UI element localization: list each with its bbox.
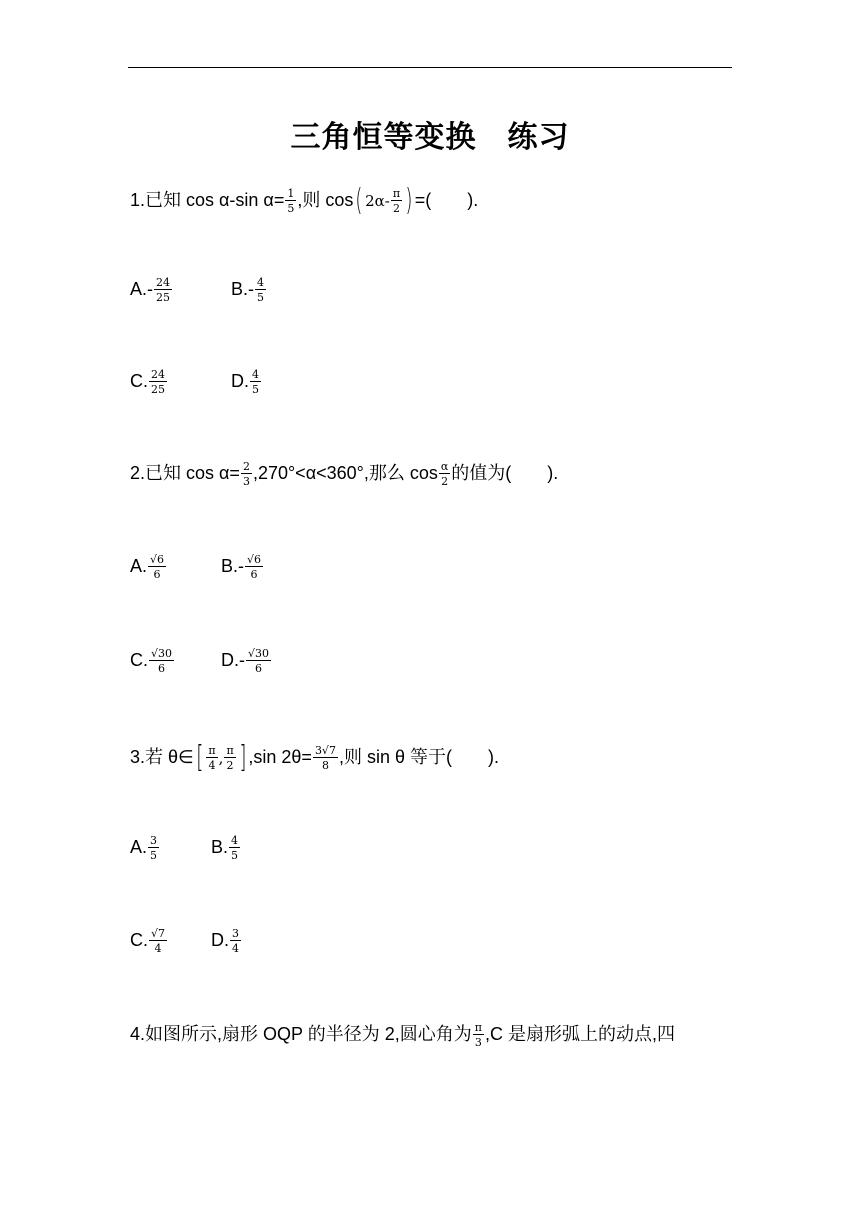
q1-option-b [231,277,267,303]
q2-option-d [221,648,272,674]
fraction-denominator: 3 [474,1036,482,1049]
q1-text-pre: 1.已知 cos α-sin α= [130,189,285,210]
fraction-numerator: 4 [231,834,239,847]
option-label: C. [130,929,148,950]
q4-text-pre: 4.如图所示,扇形 OQP 的半径为 2,圆心角为 [130,1023,472,1044]
question-3 [130,740,499,775]
fraction-denominator: 2 [226,759,234,772]
q1-option-a [130,277,173,303]
fraction-numerator: 3 [150,834,158,847]
question-2 [130,461,558,487]
q1-paren-open: ( [355,183,363,218]
q3-text-mid: ,sin 2θ= [248,746,312,767]
q2-fraction-1 [241,461,252,487]
fraction-denominator: 4 [232,942,239,955]
option-fraction [148,554,166,580]
fraction-numerator: 24 [151,368,165,381]
fraction-denominator: 5 [231,849,239,862]
option-fraction [255,277,266,303]
option-fraction [250,369,261,395]
q2-text-mid: ,270°<α<360°,那么 cos [252,462,438,483]
fraction-denominator: 6 [250,568,258,581]
q1-fraction-2 [391,188,402,214]
fraction-numerator: π [474,1021,482,1034]
fraction-numerator: 24 [156,276,171,289]
fraction-numerator: 4 [257,276,265,289]
q1-option-c [130,369,168,395]
fraction-denominator: 25 [151,383,165,396]
option-label: B. [211,836,229,857]
header-rule [128,67,732,68]
fraction-denominator: 6 [255,662,262,675]
fraction-denominator: 2 [392,202,400,215]
option-label: C. [130,649,148,670]
fraction-denominator: 6 [153,568,161,581]
fraction-numerator: π [392,187,401,200]
q1-fraction-1 [285,188,296,214]
fraction-denominator: 3 [242,475,250,488]
option-fraction [246,648,271,674]
fraction-denominator: 5 [257,291,265,304]
option-label: A. [130,555,148,576]
q3-fraction-1 [206,745,217,771]
q1-text-mid: ,则 cos [297,189,354,210]
q1-option-d [231,369,262,395]
option-fraction [149,369,167,395]
option-fraction [245,554,263,580]
q3-fraction-2 [224,745,235,771]
fraction-numerator: 3√7 [314,744,336,757]
option-fraction [149,928,167,954]
q1-text-post: =( ). [414,189,479,210]
fraction-denominator: 5 [252,383,259,396]
q2-option-b [221,554,264,580]
q3-option-a [130,835,160,861]
fraction-denominator: 2 [441,475,449,488]
q3-option-d [211,928,242,954]
question-1 [130,183,479,218]
option-label: B.- [221,555,245,576]
q2-text-pre: 2.已知 cos α= [130,462,240,483]
q4-text-post: ,C 是扇形弧上的动点,四 [484,1023,675,1044]
option-fraction [230,928,241,954]
fraction-numerator: √6 [247,553,262,566]
page-title: 三角恒等变换 练习 [290,121,570,154]
fraction-numerator: 3 [232,927,239,940]
q3-bracket-close: ] [239,740,247,775]
fraction-numerator: 4 [252,368,259,381]
fraction-denominator: 25 [156,291,171,304]
q3-text-post: ,则 sin θ 等于( ). [338,746,499,767]
option-label: B.- [231,278,255,299]
fraction-numerator: √30 [248,647,270,660]
fraction-denominator: 4 [154,942,162,955]
fraction-numerator: 1 [287,187,295,200]
q1-paren-close: ) [405,183,413,218]
q3-comma: , [218,748,224,767]
fraction-numerator: π [226,744,234,757]
fraction-numerator: √7 [151,927,166,940]
option-label: A. [130,836,148,857]
fraction-numerator: √6 [150,553,165,566]
fraction-denominator: 5 [150,849,158,862]
fraction-numerator: 2 [242,460,250,473]
option-label: C. [130,370,148,391]
q3-option-b [211,835,241,861]
question-4 [130,1022,675,1048]
q2-option-c [130,648,175,674]
q3-option-c [130,928,168,954]
q3-text-pre: 3.若 θ∈ [130,746,194,767]
fraction-numerator: π [208,744,216,757]
option-fraction [149,648,174,674]
fraction-numerator: √30 [151,647,173,660]
fraction-denominator: 8 [321,759,329,772]
q3-fraction-3 [313,745,338,771]
q2-fraction-2 [439,461,450,487]
q3-bracket-open: [ [196,740,204,775]
option-fraction [148,835,159,861]
option-label: D.- [221,649,245,670]
option-label: D. [211,929,229,950]
fraction-denominator: 5 [287,202,295,215]
option-fraction [154,277,172,303]
q1-inner: 2α- [365,191,390,210]
fraction-denominator: 4 [208,759,216,772]
option-fraction [229,835,240,861]
q2-text-post: 的值为( ). [451,462,559,483]
q4-fraction-1 [473,1022,484,1048]
fraction-numerator: α [440,460,449,473]
fraction-denominator: 6 [158,662,165,675]
option-label: D. [231,370,249,391]
q2-option-a [130,554,167,580]
option-label: A.- [130,278,154,299]
